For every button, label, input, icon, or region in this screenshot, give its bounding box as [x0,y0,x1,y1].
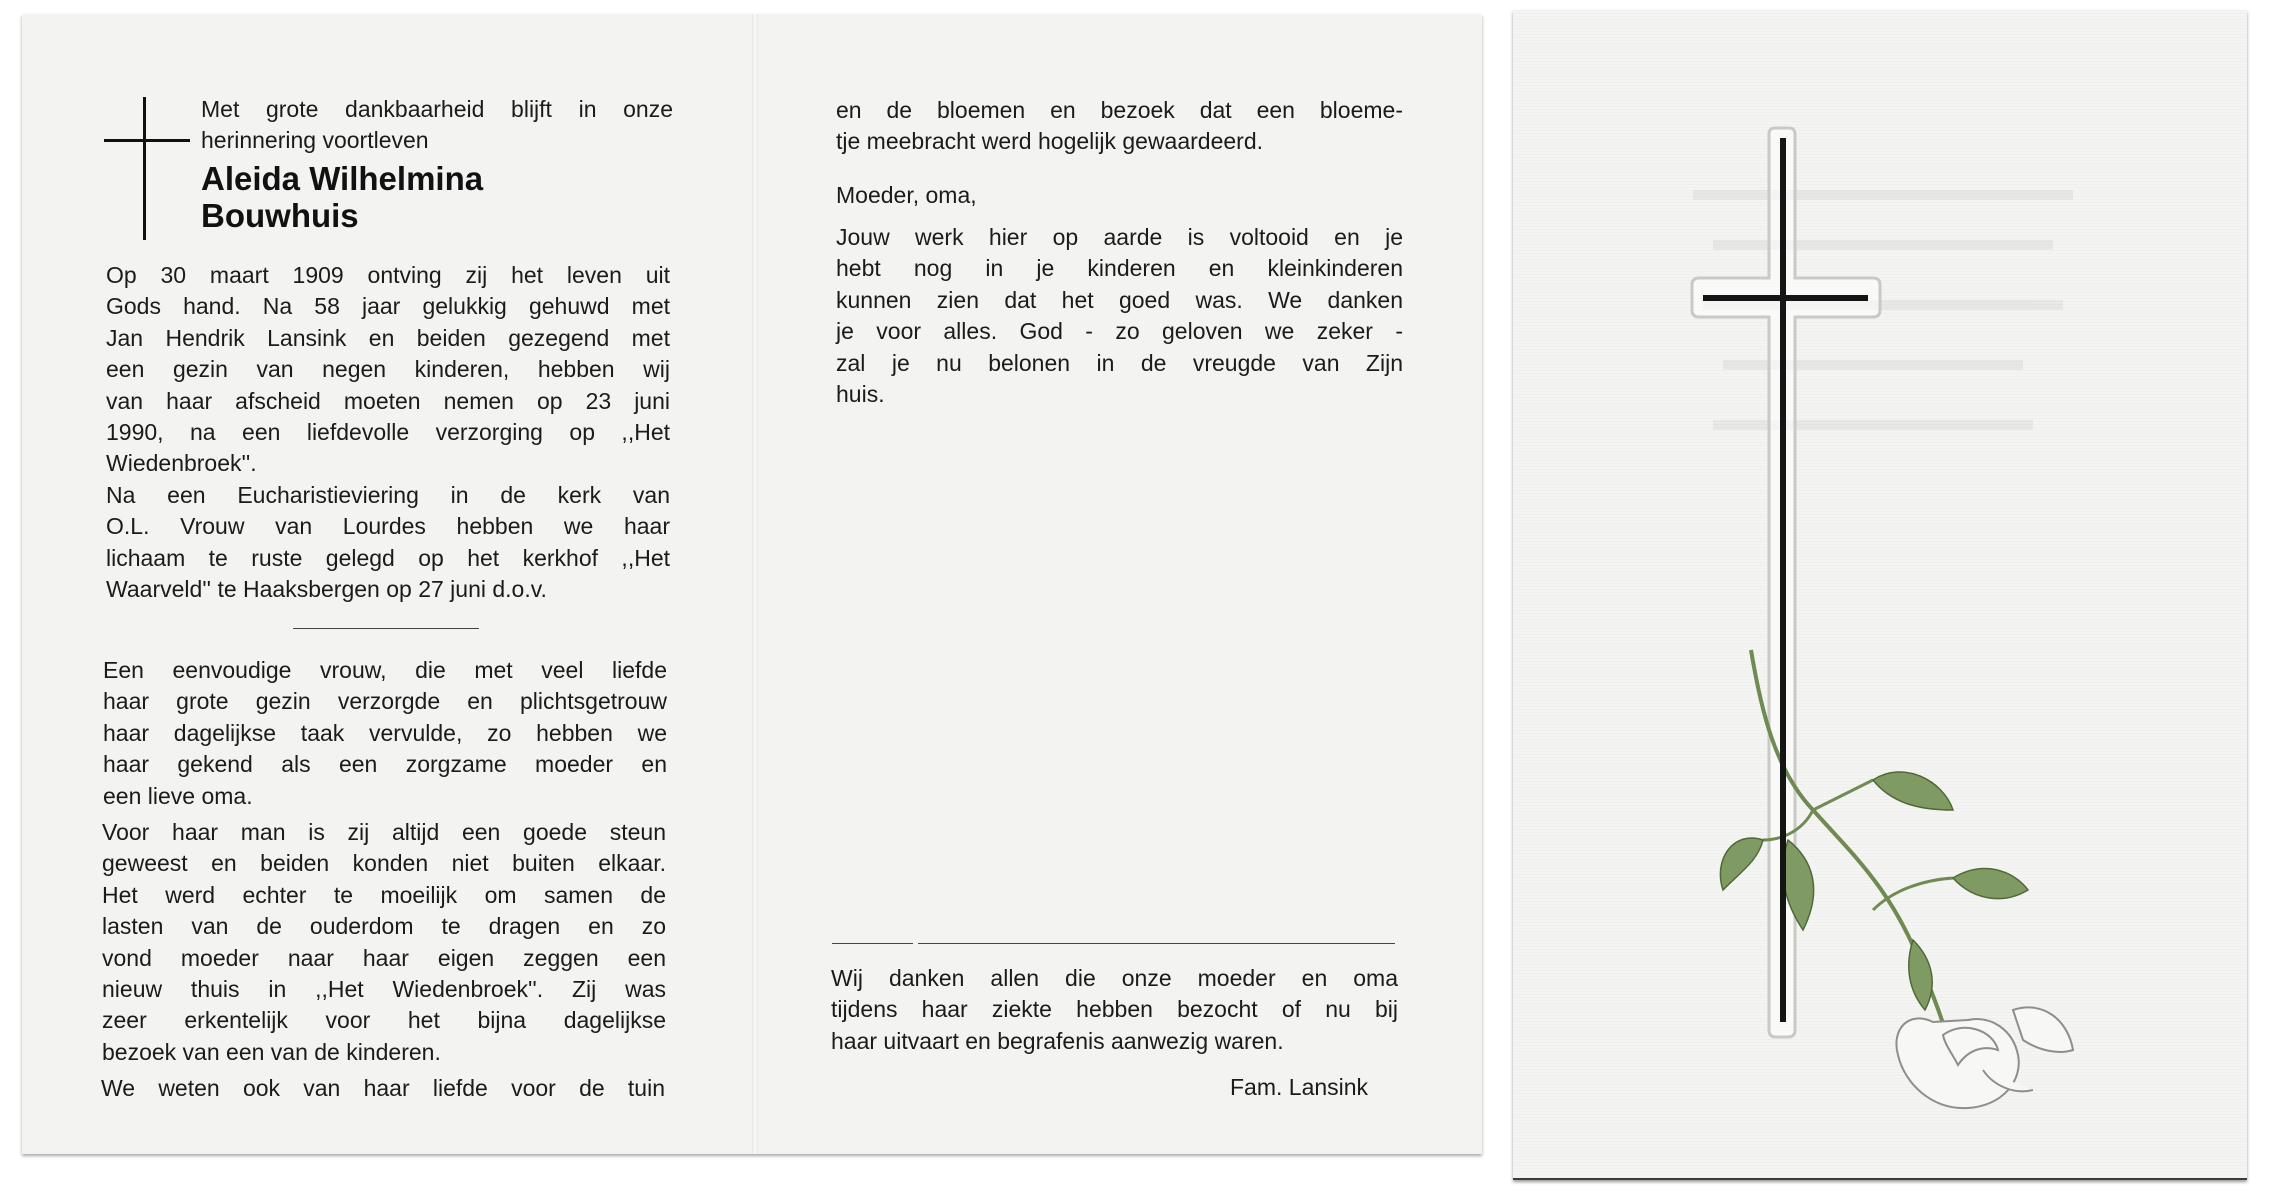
text-line: Jan Hendrik Lansink en beiden gezegend met [106,324,670,351]
deceased-name-last: Bouwhuis [201,197,359,234]
text-line: herinnering voortleven [201,127,429,154]
intro-text [201,94,673,157]
family-signature: Fam. Lansink [1230,1074,1369,1100]
text-line: kunnen zien dat het goed was. We danken [836,286,1403,313]
text-line: bezoek van een van de kinderen. [102,1038,441,1065]
text-line: haar uitvaart en begrafenis aanwezig waren. [831,1027,1284,1054]
garden-paragraph-start [101,1073,665,1104]
cross-symbol-icon [104,97,190,240]
text-line: tijdens haar ziekte hebben bezocht of nu bij [831,996,1398,1023]
text-line: tje meebracht werd hogelijk gewaardeerd. [836,128,1264,155]
text-line: Wiedenbroek''. [106,450,257,477]
text-line: Voor haar man is zij altijd een goede steun [102,819,666,845]
thanks-divider-long [918,943,1395,944]
text-line: een gezin van negen kinderen, hebben wij [106,356,670,383]
text-line: huis. [836,380,885,407]
thanks-divider-short [832,943,913,944]
text-line: zal je nu belonen in de vreugde van Zijn [836,349,1403,376]
text-line: Jouw werk hier op aarde is voltooid en je [836,224,1403,250]
memorial-card-front [1513,10,2247,1180]
deceased-name-first: Aleida Wilhelmina [201,160,484,197]
text-line: Waarveld'' te Haaksbergen op 27 juni d.o.v. [106,575,547,602]
text-line: je voor alles. God - zo geloven we zeker - [836,318,1403,345]
text-line: Een eenvoudige vrouw, die met veel liefde [103,657,667,683]
text-line: Moeder, oma, [836,182,977,208]
text-line: 1990, na een liefdevolle verzorging op ,,Het [106,418,670,445]
text-line: en de bloemen en bezoek dat een bloeme- [836,97,1403,123]
text-line: O.L. Vrouw van Lourdes hebben we haar [106,513,670,540]
thanks-paragraph [831,963,1398,1057]
text-line: lichaam te ruste gelegd op het kerkhof ,,Het [106,544,670,571]
text-line: Het werd echter te moeilijk om samen de [102,881,666,908]
flowers-paragraph [836,95,1403,158]
section-divider [293,628,479,629]
text-line: zeer erkentelijk voor het bijna dagelijkse [102,1007,666,1034]
text-line: nieuw thuis in ,,Het Wiedenbroek''. Zij was [102,975,666,1002]
text-line: van haar afscheid moeten nemen op 23 juni [106,387,670,414]
text-line: lasten van de ouderdom te dragen en zo [102,913,666,940]
text-line: Na een Eucharistieviering in de kerk van [106,481,670,508]
cross-with-rose-illustration [1513,10,2247,1178]
text-line: haar dagelijkse taak vervulde, zo hebben we [103,719,667,746]
text-line: vond moeder naar haar eigen zeggen een [102,944,666,971]
card-fold [752,14,758,1154]
text-line: hebt nog in je kinderen en kleinkinderen [836,255,1403,282]
text-line: Gods hand. Na 58 jaar gelukkig gehuwd met [106,293,670,320]
text-line: geweest en beiden konden niet buiten elkaar. [102,850,666,877]
husband-paragraph [102,817,666,1068]
salutation [836,180,1403,211]
text-line: Wij danken allen die onze moeder en oma [831,965,1398,991]
text-line: We weten ook van haar liefde voor de tuin [101,1075,665,1101]
text-line: Op 30 maart 1909 ontving zij het leven uit [106,262,670,288]
text-line: haar grote gezin verzorgde en plichtsgetrouw [103,688,667,715]
text-line: haar gekend als een zorgzame moeder en [103,751,667,778]
farewell-paragraph [836,222,1403,410]
character-paragraph [103,655,667,812]
text-line: Met grote dankbaarheid blijft in onze [201,96,673,122]
text-line: een lieve oma. [103,782,253,809]
biography-paragraph [106,260,670,605]
